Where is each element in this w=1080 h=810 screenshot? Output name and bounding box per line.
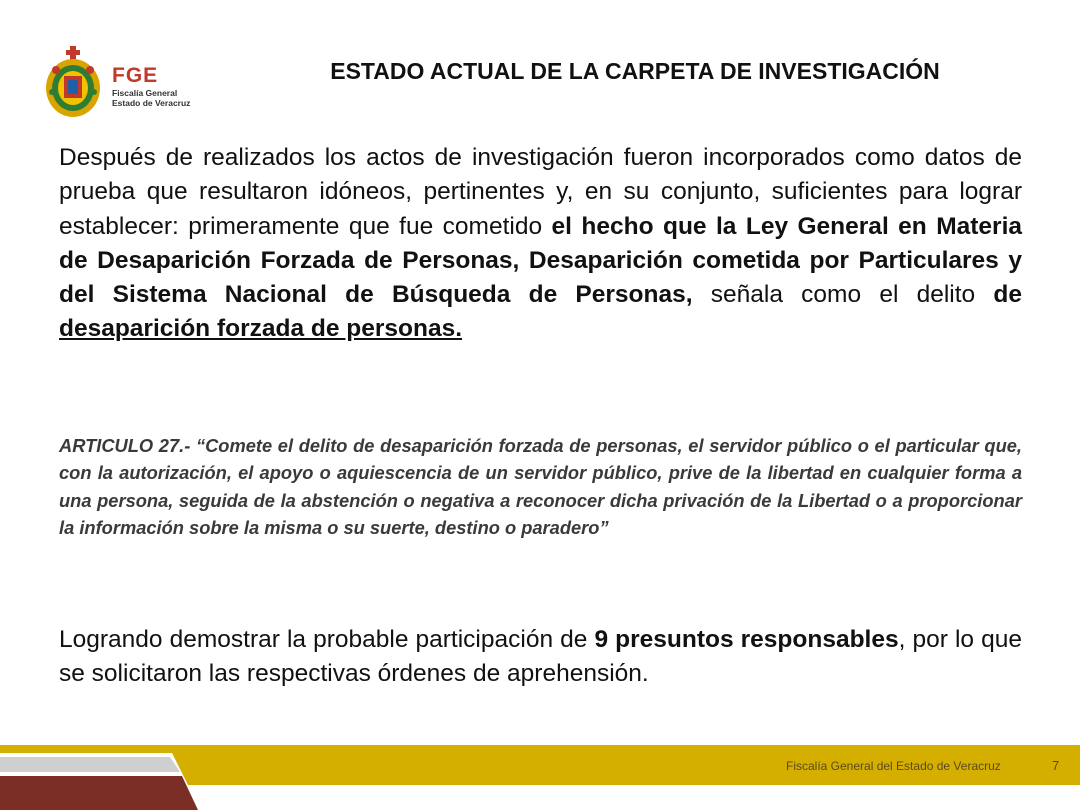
para2-text: Logrando demostrar la probable participación de (59, 626, 595, 653)
investigation-paragraph (59, 141, 1022, 347)
page-number: 7 (1052, 758, 1060, 773)
conclusion-paragraph (59, 623, 1022, 692)
crime-name: desaparición forzada de personas. (59, 315, 463, 343)
logo-subtitle: Fiscalía General (112, 88, 178, 98)
footer-band (0, 745, 1080, 810)
fge-logo (42, 44, 212, 120)
para1-text-2: señala como el delito (692, 281, 994, 309)
para1-bold-de: de (993, 281, 1022, 309)
logo-wordmark: FGE (112, 64, 159, 87)
veracruz-coat-of-arms-icon (42, 44, 106, 120)
suspects-count: 9 presuntos responsables (594, 626, 899, 653)
slide-title: ESTADO ACTUAL DE LA CARPETA DE INVESTIGACIÓN (330, 58, 940, 84)
para1-text: Después de realizados los actos de investigación fueron incorporados como datos de prueba que resultaron idóneos, pertinentes y, en su conjunto, suficientes para lograr establecer: primeramente que fue cometido (59, 144, 1022, 240)
para1-bold-law: el hecho que la Ley General en Materia de Desaparición Forzada de Personas, Desaparición cometida por Particulares y del Sistema Nacional de Búsqueda de Personas, (59, 212, 1022, 309)
footer-label: Fiscalía General del Estado de Veracruz (786, 759, 1001, 773)
para2-text-2: , por lo que se solicitaron las respectivas órdenes de aprehensión. (59, 626, 1022, 688)
article-27-quote: ARTICULO 27.- “Comete el delito de desaparición forzada de personas, el servidor público o el particular que, con la autorización, el apoyo o aquiescencia de un servidor público, prive de la libertad en cualquier forma a una persona, seguida de la abstención o negativa a reconocer dicha privación de la Libertad o a proporcionar la información sobre la misma o su suerte, destino o paradero” (59, 435, 1022, 539)
logo-subtitle-state: Estado de Veracruz (112, 98, 191, 108)
